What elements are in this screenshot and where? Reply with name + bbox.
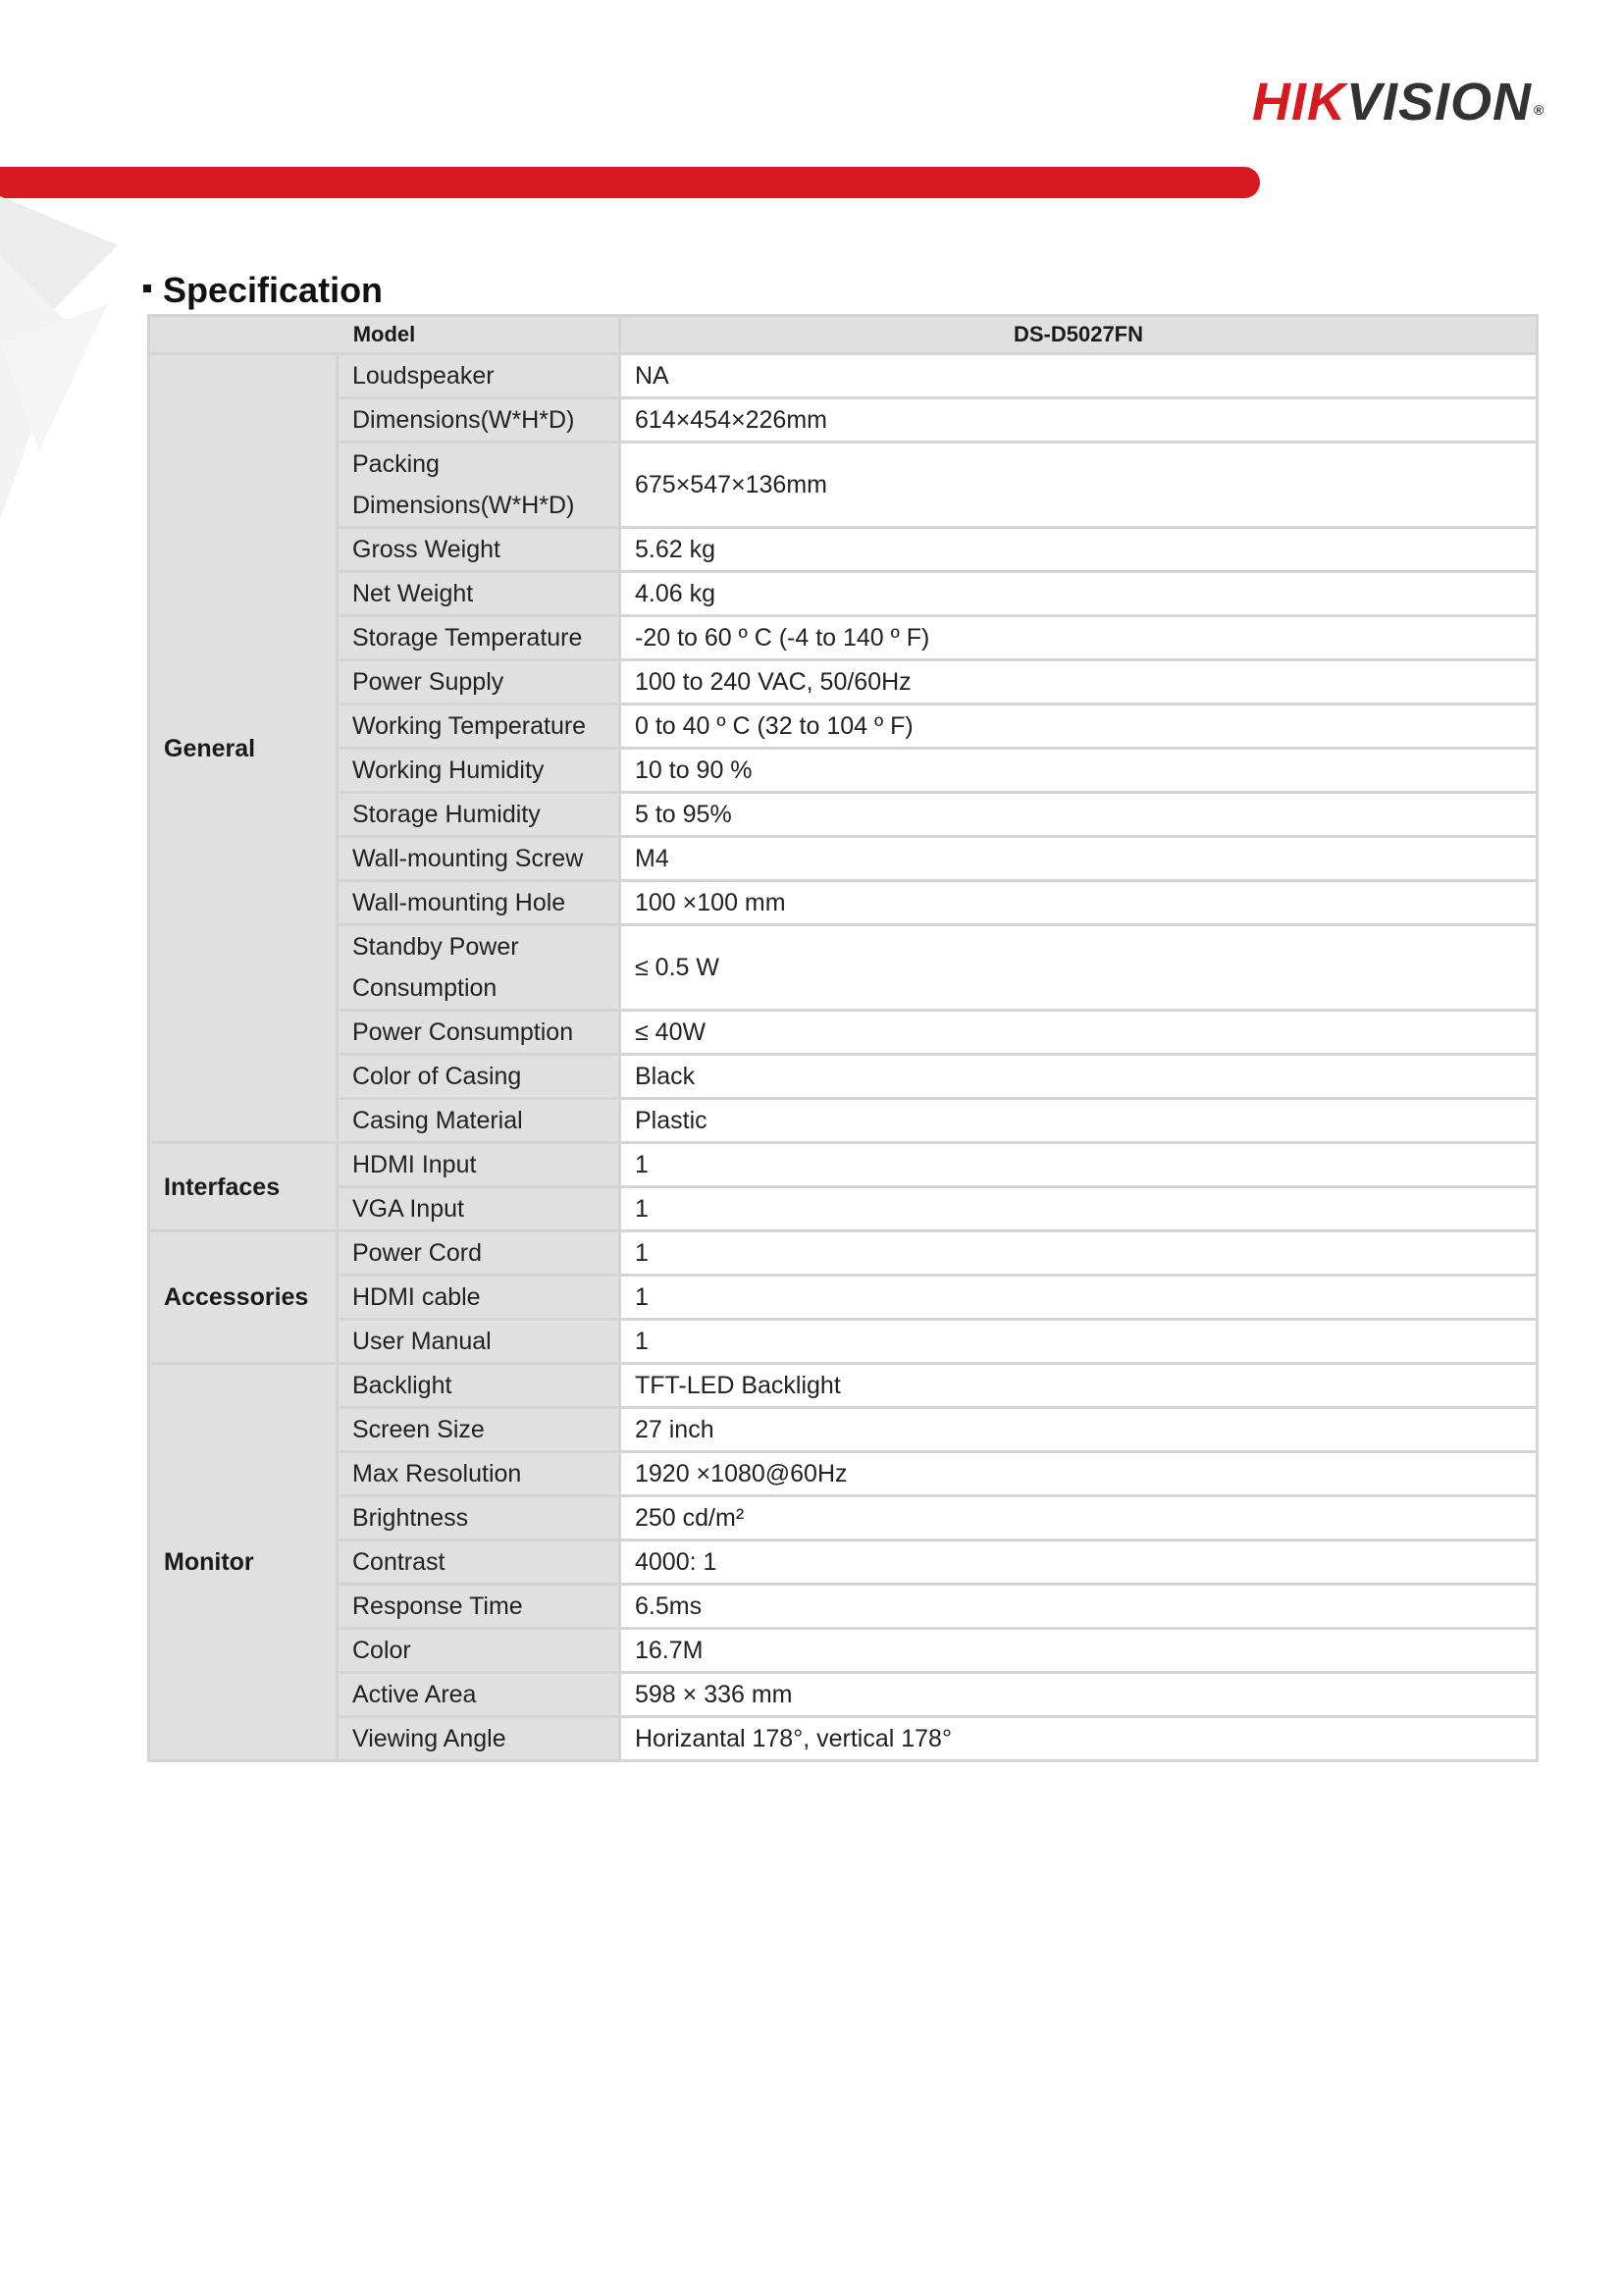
section-title xyxy=(143,267,383,314)
value-cell: 100 to 240 VAC, 50/60Hz xyxy=(620,660,1538,704)
value-cell: 614×454×226mm xyxy=(620,398,1538,443)
parameter-cell: Packing Dimensions(W*H*D) xyxy=(338,443,620,528)
parameter-cell: Contrast xyxy=(338,1540,620,1585)
table-row xyxy=(149,1364,1538,1408)
parameter-cell: Loudspeaker xyxy=(338,354,620,398)
parameter-cell: Wall-mounting Hole xyxy=(338,881,620,925)
parameter-cell: Response Time xyxy=(338,1585,620,1629)
value-cell: 1 xyxy=(620,1143,1538,1187)
value-cell: Horizantal 178°, vertical 178° xyxy=(620,1717,1538,1761)
table-row xyxy=(149,793,1538,837)
category-cell: Monitor xyxy=(149,1364,338,1761)
parameter-cell: Active Area xyxy=(338,1673,620,1717)
parameter-cell: Max Resolution xyxy=(338,1452,620,1496)
value-cell: 5 to 95% xyxy=(620,793,1538,837)
value-cell: 1920 ×1080@60Hz xyxy=(620,1452,1538,1496)
value-cell: ≤ 40W xyxy=(620,1011,1538,1055)
table-row xyxy=(149,1187,1538,1231)
parameter-cell: Color xyxy=(338,1629,620,1673)
value-cell: Plastic xyxy=(620,1099,1538,1143)
value-cell: 1 xyxy=(620,1320,1538,1364)
parameter-cell: Wall-mounting Screw xyxy=(338,837,620,881)
value-cell: Black xyxy=(620,1055,1538,1099)
parameter-cell: HDMI cable xyxy=(338,1276,620,1320)
parameter-cell: Gross Weight xyxy=(338,528,620,572)
bullet-square-icon xyxy=(143,285,151,292)
category-cell: General xyxy=(149,354,338,1143)
table-row xyxy=(149,1099,1538,1143)
table-row xyxy=(149,704,1538,749)
table-row xyxy=(149,1276,1538,1320)
table-row xyxy=(149,354,1538,398)
value-cell: M4 xyxy=(620,837,1538,881)
table-row xyxy=(149,1673,1538,1717)
table-row xyxy=(149,528,1538,572)
value-cell: 675×547×136mm xyxy=(620,443,1538,528)
table-row xyxy=(149,749,1538,793)
parameter-cell: Power Cord xyxy=(338,1231,620,1276)
parameter-cell: Casing Material xyxy=(338,1099,620,1143)
table-row xyxy=(149,1143,1538,1187)
value-cell: NA xyxy=(620,354,1538,398)
hikvision-logo xyxy=(1252,73,1543,131)
table-row xyxy=(149,1055,1538,1099)
table-row xyxy=(149,1231,1538,1276)
value-cell: ≤ 0.5 W xyxy=(620,925,1538,1011)
table-row xyxy=(149,1540,1538,1585)
value-cell: 0 to 40 º C (32 to 104 º F) xyxy=(620,704,1538,749)
value-cell: 100 ×100 mm xyxy=(620,881,1538,925)
value-cell: 1 xyxy=(620,1231,1538,1276)
value-cell: 4000: 1 xyxy=(620,1540,1538,1585)
table-row xyxy=(149,881,1538,925)
category-cell: Interfaces xyxy=(149,1143,338,1231)
specification-table xyxy=(147,314,1539,1762)
registered-mark: ® xyxy=(1534,102,1545,118)
table-row xyxy=(149,660,1538,704)
logo-text-vision: VISION xyxy=(1346,73,1533,131)
value-cell: 10 to 90 % xyxy=(620,749,1538,793)
parameter-cell: Working Humidity xyxy=(338,749,620,793)
parameter-cell: Dimensions(W*H*D) xyxy=(338,398,620,443)
parameter-cell: Brightness xyxy=(338,1496,620,1540)
table-row xyxy=(149,1717,1538,1761)
value-cell: 6.5ms xyxy=(620,1585,1538,1629)
value-cell: 1 xyxy=(620,1276,1538,1320)
value-cell: 1 xyxy=(620,1187,1538,1231)
value-cell: TFT-LED Backlight xyxy=(620,1364,1538,1408)
section-title-text: Specification xyxy=(163,270,384,310)
parameter-cell: Viewing Angle xyxy=(338,1717,620,1761)
table-row xyxy=(149,1496,1538,1540)
parameter-cell: Working Temperature xyxy=(338,704,620,749)
parameter-cell: Storage Humidity xyxy=(338,793,620,837)
table-row xyxy=(149,1629,1538,1673)
parameter-cell: Storage Temperature xyxy=(338,616,620,660)
table-row xyxy=(149,1011,1538,1055)
value-cell: 250 cd/m² xyxy=(620,1496,1538,1540)
table-header-row xyxy=(149,316,1538,354)
table-row xyxy=(149,616,1538,660)
value-cell: 16.7M xyxy=(620,1629,1538,1673)
parameter-cell: Backlight xyxy=(338,1364,620,1408)
table-row xyxy=(149,1585,1538,1629)
table-row xyxy=(149,398,1538,443)
table-row xyxy=(149,1408,1538,1452)
table-row xyxy=(149,1320,1538,1364)
parameter-cell: Net Weight xyxy=(338,572,620,616)
decorative-shard-graphic xyxy=(0,196,128,530)
parameter-cell: VGA Input xyxy=(338,1187,620,1231)
table-row xyxy=(149,837,1538,881)
parameter-cell: Color of Casing xyxy=(338,1055,620,1099)
table-row xyxy=(149,1452,1538,1496)
value-cell: 27 inch xyxy=(620,1408,1538,1452)
value-cell: 5.62 kg xyxy=(620,528,1538,572)
logo-text-hik: HIK xyxy=(1252,73,1346,131)
header-red-bar xyxy=(0,167,1260,198)
parameter-cell: Power Consumption xyxy=(338,1011,620,1055)
category-cell: Accessories xyxy=(149,1231,338,1364)
parameter-cell: HDMI Input xyxy=(338,1143,620,1187)
parameter-cell: Standby Power Consumption xyxy=(338,925,620,1011)
parameter-cell: Power Supply xyxy=(338,660,620,704)
value-cell: 598 × 336 mm xyxy=(620,1673,1538,1717)
parameter-cell: Screen Size xyxy=(338,1408,620,1452)
value-cell: 4.06 kg xyxy=(620,572,1538,616)
parameter-cell: User Manual xyxy=(338,1320,620,1364)
table-row xyxy=(149,925,1538,1011)
table-row xyxy=(149,443,1538,528)
table-row xyxy=(149,572,1538,616)
header-model-value: DS-D5027FN xyxy=(620,316,1538,354)
header-model-label: Model xyxy=(149,316,620,354)
value-cell: -20 to 60 º C (-4 to 140 º F) xyxy=(620,616,1538,660)
